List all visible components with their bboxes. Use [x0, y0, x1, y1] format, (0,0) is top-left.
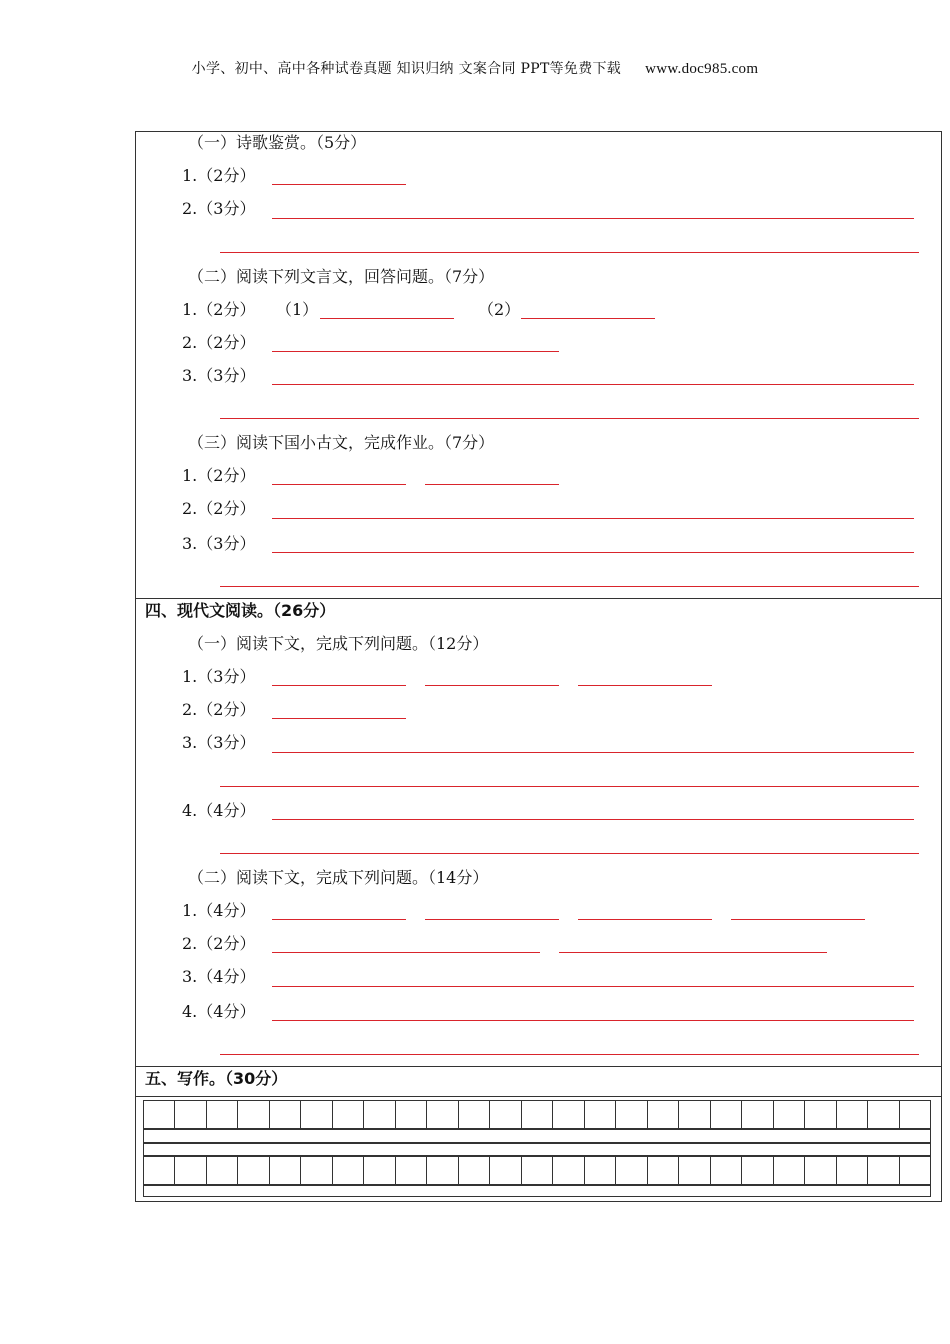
answer-line[interactable]	[320, 318, 454, 319]
answer-line[interactable]	[578, 919, 712, 920]
answer-line[interactable]	[272, 484, 406, 485]
answer-line[interactable]	[425, 484, 559, 485]
poetry-title: （一）诗歌鉴赏。（5分）	[188, 133, 367, 152]
question-label: 2.（2分）	[182, 499, 256, 518]
writing-grid-spacer	[143, 1185, 931, 1197]
writing-grid-spacer	[143, 1143, 931, 1156]
answer-line[interactable]	[272, 819, 914, 820]
answer-line[interactable]	[272, 218, 914, 219]
answer-line[interactable]	[220, 586, 919, 587]
answer-line[interactable]	[272, 986, 914, 987]
sub-label: （1）	[276, 300, 319, 319]
question-label: 2.（2分）	[182, 934, 256, 953]
writing-grid-row[interactable]	[143, 1100, 931, 1129]
answer-line[interactable]	[272, 919, 406, 920]
answer-line[interactable]	[272, 184, 406, 185]
question-label: 4.（4分）	[182, 1002, 256, 1021]
writing-grid-row[interactable]	[143, 1156, 931, 1185]
sub-label: （2）	[478, 300, 521, 319]
question-label: 1.（3分）	[182, 667, 256, 686]
answer-line[interactable]	[272, 552, 914, 553]
section-5-title: 五、写作。（30分）	[145, 1069, 288, 1088]
divider-grid	[135, 1096, 941, 1097]
classical-title: （二）阅读下列文言文，回答问题。（7分）	[188, 267, 495, 286]
question-label: 2.（3分）	[182, 199, 256, 218]
ancient-text-title: （三）阅读下国小古文，完成作业。（7分）	[188, 433, 495, 452]
header-site: www.doc985.com	[645, 61, 759, 77]
answer-line[interactable]	[272, 351, 559, 352]
answer-line[interactable]	[731, 919, 865, 920]
question-label: 3.（3分）	[182, 534, 256, 553]
question-label: 1.（2分）	[182, 466, 256, 485]
answer-line[interactable]	[272, 752, 914, 753]
answer-line[interactable]	[220, 786, 919, 787]
modern-text-2-title: （二）阅读下文，完成下列问题。（14分）	[188, 868, 489, 887]
answer-line[interactable]	[272, 685, 406, 686]
question-label: 3.（3分）	[182, 366, 256, 385]
question-label: 4.（4分）	[182, 801, 256, 820]
divider-sec4	[135, 598, 941, 599]
answer-line[interactable]	[220, 252, 919, 253]
answer-line[interactable]	[272, 1020, 914, 1021]
answer-line[interactable]	[578, 685, 712, 686]
answer-line[interactable]	[272, 518, 914, 519]
question-label: 3.（3分）	[182, 733, 256, 752]
question-label: 1.（2分）	[182, 166, 256, 185]
answer-line[interactable]	[272, 384, 914, 385]
answer-line[interactable]	[425, 685, 559, 686]
answer-line[interactable]	[220, 1054, 919, 1055]
question-label: 3.（4分）	[182, 967, 256, 986]
divider-sec5	[135, 1066, 941, 1067]
page-header	[0, 58, 950, 78]
answer-line[interactable]	[220, 853, 919, 854]
question-label: 1.（2分）	[182, 300, 256, 319]
answer-line[interactable]	[521, 318, 655, 319]
header-text: 小学、初中、高中各种试卷真题 知识归纳 文案合同 PPT等免费下载	[191, 61, 622, 77]
question-label: 1.（4分）	[182, 901, 256, 920]
answer-sheet-frame	[135, 131, 942, 1202]
answer-line[interactable]	[559, 952, 827, 953]
answer-line[interactable]	[425, 919, 559, 920]
answer-line[interactable]	[272, 718, 406, 719]
question-label: 2.（2分）	[182, 333, 256, 352]
modern-text-1-title: （一）阅读下文，完成下列问题。（12分）	[188, 634, 489, 653]
section-4-title: 四、现代文阅读。（26分）	[145, 601, 336, 620]
answer-line[interactable]	[220, 418, 919, 419]
writing-grid-spacer	[143, 1129, 931, 1143]
answer-line[interactable]	[272, 952, 540, 953]
question-label: 2.（2分）	[182, 700, 256, 719]
